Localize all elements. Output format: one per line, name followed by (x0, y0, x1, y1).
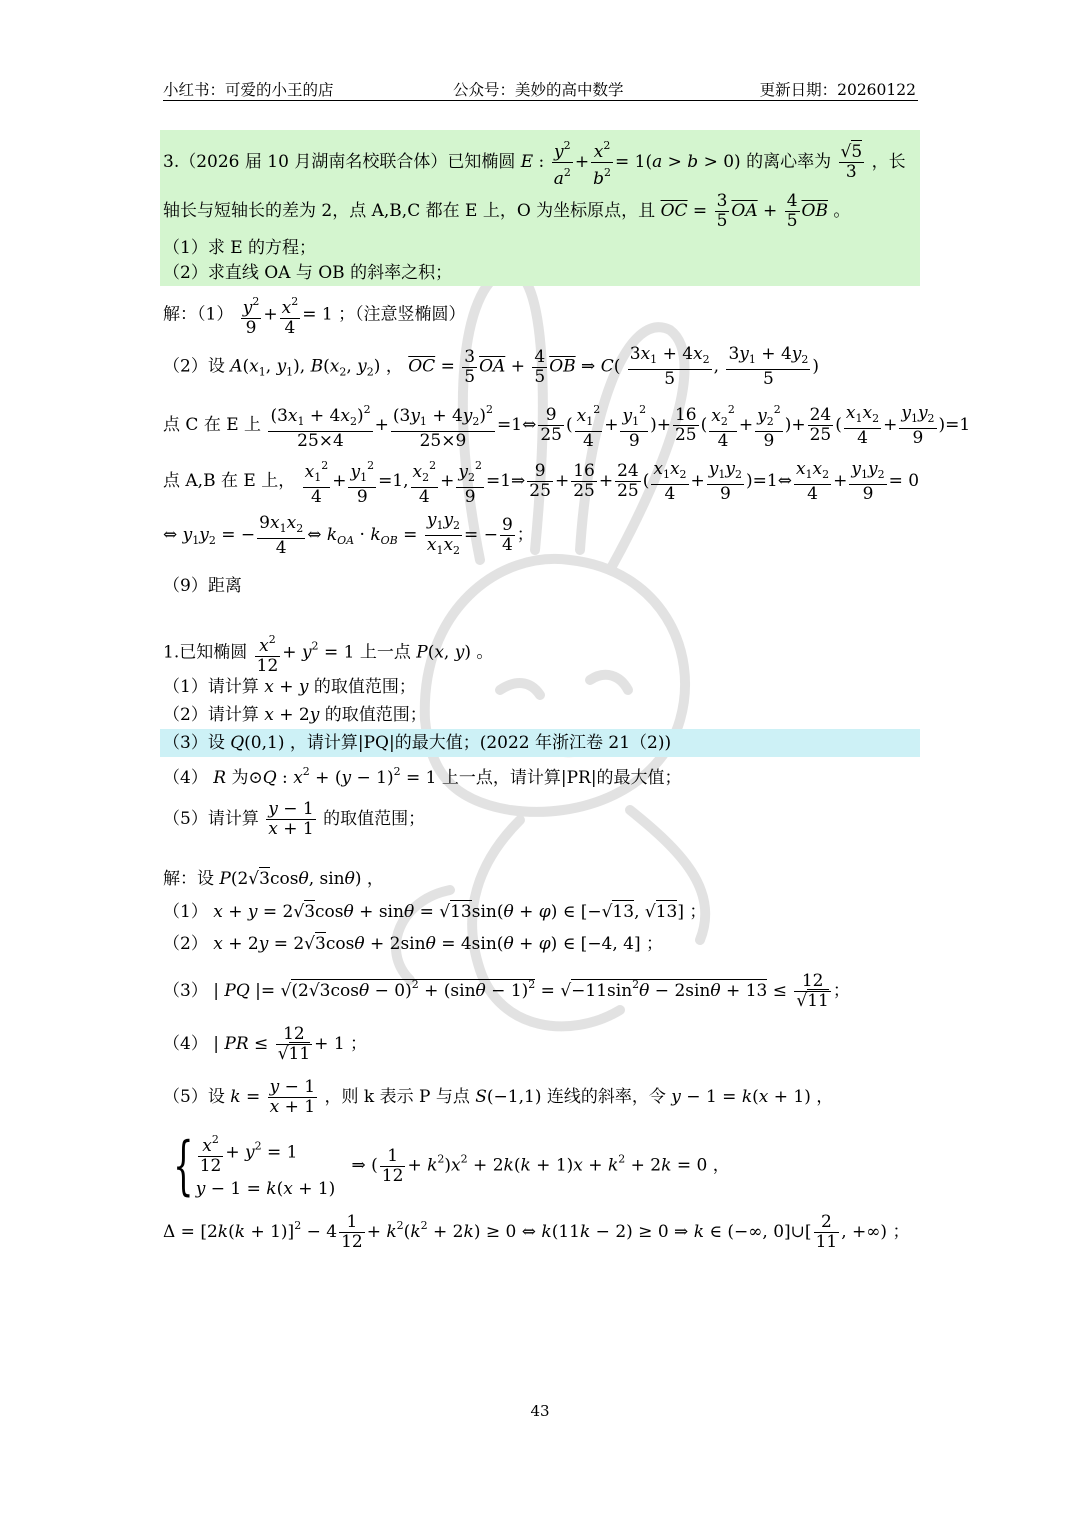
solution1-a5-tail: 连线的斜率，令 (546, 1087, 666, 1107)
problem1-q1-tail: 的取值范围； (313, 677, 416, 697)
math-frac: $\frac{9}{25}$ (540, 405, 562, 445)
math-frac: $\frac{x_1x_2}{4}$ (795, 458, 830, 504)
solution3-s2-prefix: （2）设 (163, 356, 225, 377)
problem3-tail1: ，长 (871, 152, 906, 172)
header-left-text: 小红书：可爱的小王的店 (163, 81, 334, 99)
problem3-line2-text: 轴长与短轴长的差为 2，点 A,B,C 都在 E 上，O 为坐标原点，且 (163, 201, 656, 221)
page-number: 43 (530, 1402, 550, 1420)
problem1-q5-text: （5）请计算 (163, 809, 259, 829)
math-frac: $\frac{16}{25}$ (674, 405, 697, 445)
problem1-q3: （3）设 Q(0,1) ，请计算|PQ|的最大值；(2022 年浙江卷 21（2)) (163, 733, 672, 753)
problem1-q1: （1）请计算 x + y 的取值范围； (163, 677, 416, 697)
header-right-text: 更新日期：20260122 (759, 81, 916, 99)
math-frac: $\frac{(3x_1 + 4x_2)^2}{25\times 4}$ (268, 400, 372, 451)
math-frac: $\frac{y_1y_2}{9}$ (708, 458, 743, 504)
solution1-a1: （1） x + y = 2√3cosθ + sinθ = √13sin(θ + φ) ∈ [−√13, √13] ； (163, 902, 707, 922)
solution3-line5: ⇔ $y_1y_2$ = − $\frac{9x_1x_2}{4}$ ⇔ $k_{OA} \cdot k_{OB}$ = $\frac{y_1y_2}{x_1x_2}$ = − $\frac{9}{4}$ ； (163, 511, 534, 560)
solution1-a5: （5）设 k = $\frac{y - 1}{x + 1}$ ，则 k 表示 P 与点 S(−1,1) 连线的斜率，令 y − 1 = k(x + 1) ， (163, 1077, 834, 1117)
math-frac: $\frac{x^2}{4}$ (280, 292, 301, 338)
math-frac: $\frac{24}{25}$ (617, 461, 639, 501)
problem1-q1-text: （1）请计算 (163, 677, 259, 697)
math-frac: $\frac{x_2^2}{4}$ (709, 400, 737, 451)
math-frac: $\frac{2}{11}$ (815, 1212, 838, 1252)
math-frac: $\frac{y_1^2}{9}$ (348, 456, 376, 507)
math-frac: $\frac{x^2}{12}$ (255, 630, 281, 676)
math-frac: $\frac{3}{5}$ (464, 346, 476, 387)
solution1-a2-label: （2） (163, 934, 208, 954)
header-middle-text: 公众号：美妙的高中数学 (453, 81, 624, 99)
math-frac: $\frac{y_2^2}{9}$ (755, 400, 783, 451)
problem1-intro-line: 1.已知椭圆 $\frac{x^2}{12}$ + $y^2 = 1$ 上一点 P(x, y) 。 (163, 630, 493, 676)
math-frac: $\frac{12}{√11}$ (796, 971, 829, 1011)
solution1-intro-text: 解：设 (163, 869, 214, 889)
math-frac: $\frac{9}{25}$ (529, 461, 551, 501)
math-frac: $\frac{y^2}{a^2}$ (552, 136, 573, 189)
math-frac: $\frac{1}{12}$ (341, 1212, 363, 1252)
math-frac: $\frac{y - 1}{x + 1}$ (268, 799, 314, 839)
problem3-line1: 3.（2026 届 10 月湖南名校联合体）已知椭圆 E : $\frac{y^2}{a^2}$ + $\frac{x^2}{b^2}$ = 1(a > b > 0) 的离心率为 $\frac{√5}{3}$ ，长 (163, 136, 906, 189)
math-frac: $\frac{x_1x_2}{4}$ (845, 402, 880, 448)
solution1-a5-label: （5）设 (163, 1087, 225, 1107)
page-header (163, 78, 918, 101)
problem1-q2-text: （2）请计算 (163, 705, 259, 725)
math-frac: $\frac{24}{25}$ (809, 405, 832, 445)
math-frac: $\frac{3y_1 + 4y_2}{5}$ (728, 344, 809, 389)
solution1-a1-label: （1） (163, 902, 208, 922)
solution3-s1-prefix: 解：（1） (163, 304, 234, 325)
problem1-intro: 1.已知椭圆 (163, 642, 248, 663)
solution1-a3-label: （3） (163, 981, 208, 1001)
solution3-s4-prefix: 点 A,B 在 E 上， (163, 471, 296, 491)
math-frac: $\frac{x_1x_2}{4}$ (653, 458, 687, 504)
solution3-line1: 解：（1） $\frac{y^2}{9}$ + $\frac{x^2}{4}$ = 1 ；（注意竖椭圆） (163, 292, 466, 338)
problem1-q3-mid: ，请计算|PQ|的最大值；(2022 年浙江卷 21（2)) (289, 733, 672, 753)
math-frac: $\frac{1}{12}$ (381, 1145, 404, 1186)
problem1-q5-tail: 的取值范围； (323, 809, 426, 829)
problem3-q1: （1）求 E 的方程； (163, 238, 317, 258)
solution3-line4: 点 A,B 在 E 上， $\frac{x_1^2}{4}$ + $\frac{y_1^2}{9}$ =1, $\frac{x_2^2}{4}$ + $\frac{y_2^2}{9}$ =1⇒ $\frac{9}{25}$ + $\frac{16}{25}$ + $\frac{24}{25}$ ( $\frac{x_1x_2}{4}$ + $\frac{y_1y_2}{9}$ )=1⇔ $\frac{x_1x_2}{4}$ + $\frac{y_1y_2}{9}$ = 0 (163, 456, 919, 507)
solution1-a4-label: （4） (163, 1034, 208, 1054)
math-frac: $\frac{x_1^2}{4}$ (575, 400, 603, 451)
problem3-intro: 3.（2026 届 10 月湖南名校联合体）已知椭圆 (163, 152, 516, 172)
math-frac: $\frac{9}{4}$ (501, 515, 513, 555)
math-frac: $\frac{y^2}{9}$ (241, 292, 262, 338)
solution1-system: { $\frac{x^2}{12}$ + $y^2 = 1$ y − 1 = k(x + 1) ⇒ ( $\frac{1}{12}$ + $k^2)x^2 + 2k(k + 1)x + k^2 + 2k = 0$ ， (173, 1129, 730, 1203)
math-frac: $\frac{y - 1}{x + 1}$ (269, 1077, 316, 1117)
math-frac: $\frac{y_1y_2}{9}$ (901, 402, 935, 448)
math-frac: $\frac{x_2^2}{4}$ (411, 456, 439, 507)
solution1-a4: （4） | PR ≤ $\frac{12}{√11}$ + 1 ； (163, 1024, 368, 1064)
math-frac: $\frac{16}{25}$ (573, 461, 595, 501)
solution3-s1-suffix: ；（注意竖椭圆） (338, 304, 466, 325)
math-frac: $\frac{3x_1 + 4x_2}{5}$ (629, 344, 710, 389)
problem1-q5 (163, 800, 425, 839)
problem1-q4: （4） R 为⊙Q : $x^2 + (y - 1)^2 = 1$ 上一点，请计算|PR|的最大值； (163, 765, 682, 788)
math-frac: $\frac{√5}{3}$ (840, 142, 863, 182)
math-frac: $\frac{(3y_1 + 4y_2)^2}{25\times 9}$ (391, 400, 495, 451)
math-frac: $\frac{y_2^2}{9}$ (456, 456, 484, 507)
math-frac: $\frac{y_1^2}{9}$ (620, 400, 648, 451)
math-frac: $\frac{x^2}{b^2}$ (591, 136, 613, 189)
math-frac: $\frac{4}{5}$ (534, 346, 546, 387)
solution1-discriminant: $\Delta = [2k(k + 1)]^2 - 4$ $\frac{1}{12}$ + $k^2(k^2 + 2k) \ge 0$ ⇔ k(11k − 2) ≥ 0 ⇒ k ∈ (−∞, 0]∪[ $\frac{2}{11}$ , +∞) ； (163, 1212, 910, 1252)
section9-title: （9）距离 (163, 576, 242, 596)
solution1-a2: （2） x + 2y = 2√3cosθ + 2sinθ = 4sin(θ + φ) ∈ [−4, 4] ； (163, 934, 664, 954)
solution3-line2: （2）设 $A(x_1$, $y_1$), $B(x_2$, $y_2$) ， $\overline{OC}$ = $\frac{3}{5}$ $\overline{OA}$ + $\frac{4}{5}$ $\overline{OB}$ ⇒ C( $\frac{3x_1 + 4x_2}{5}$ , $\frac{3y_1 + 4y_2}{5}$ ) (163, 344, 820, 389)
solution3-s3-prefix: 点 C 在 E 上 (163, 415, 262, 435)
math-frac: $\frac{y_1y_2}{9}$ (851, 458, 885, 504)
math-frac: $\frac{12}{√11}$ (277, 1024, 311, 1064)
problem1-q2-tail: 的取值范围； (324, 705, 427, 725)
solution3-line3: 点 C 在 E 上 $\frac{(3x_1 + 4x_2)^2}{25\times 4}$ + $\frac{(3y_1 + 4y_2)^2}{25\times 9}$ =1⇔ $\frac{9}{25}$ ( $\frac{x_1^2}{4}$ + $\frac{y_1^2}{9}$ )+ $\frac{16}{25}$ ( $\frac{x_2^2}{4}$ + $\frac{y_2^2}{9}$ )+ $\frac{24}{25}$ ( $\frac{x_1x_2}{4}$ + $\frac{y_1y_2}{9}$ )=1 (163, 400, 970, 451)
problem1-q4-tail: 上一点，请计算|PR|的最大值； (441, 768, 682, 788)
problem1-intro-tail: 上一点 (359, 642, 411, 663)
math-frac: $\frac{x^2}{12}$ (198, 1130, 224, 1176)
math-frac: $\frac{3}{5}$ (716, 191, 728, 231)
solution1-a3: （3） | PQ |= $√(2√3\cos\theta - 0)^2 + (\sin\theta - 1)^2 = √-11\sin^2\theta - 2\sin\theta + 13$ ≤ $\frac{12}{√11}$ ； (163, 971, 850, 1011)
math-frac: $\frac{9x_1x_2}{4}$ (259, 512, 304, 558)
problem1-q2: （2）请计算 x + 2y 的取值范围； (163, 705, 427, 725)
problem3-line2: 轴长与短轴长的差为 2，点 A,B,C 都在 E 上，O 为坐标原点，且 $\overline{OC}$ = $\frac{3}{5}$ $\overline{OA}$ + $\frac{4}{5}$ $\overline{OB}$ 。 (163, 191, 851, 231)
solution1-a5-mid: ，则 k 表示 P 与点 (324, 1087, 470, 1107)
math-frac: $\frac{x_1^2}{4}$ (303, 456, 331, 507)
solution1-intro: 解：设 P(2√3cosθ, sinθ) ， (163, 869, 384, 889)
problem1-q3-text: （3）设 (163, 733, 225, 753)
problem3-ecc-text: 的离心率为 (746, 152, 832, 172)
math-frac: $\frac{4}{5}$ (786, 191, 798, 231)
math-frac: $\frac{y_1y_2}{x_1x_2}$ (426, 510, 461, 557)
problem1-q4-text: （4） (163, 768, 208, 788)
problem3-q2: （2）求直线 OA 与 OB 的斜率之积； (163, 263, 453, 283)
